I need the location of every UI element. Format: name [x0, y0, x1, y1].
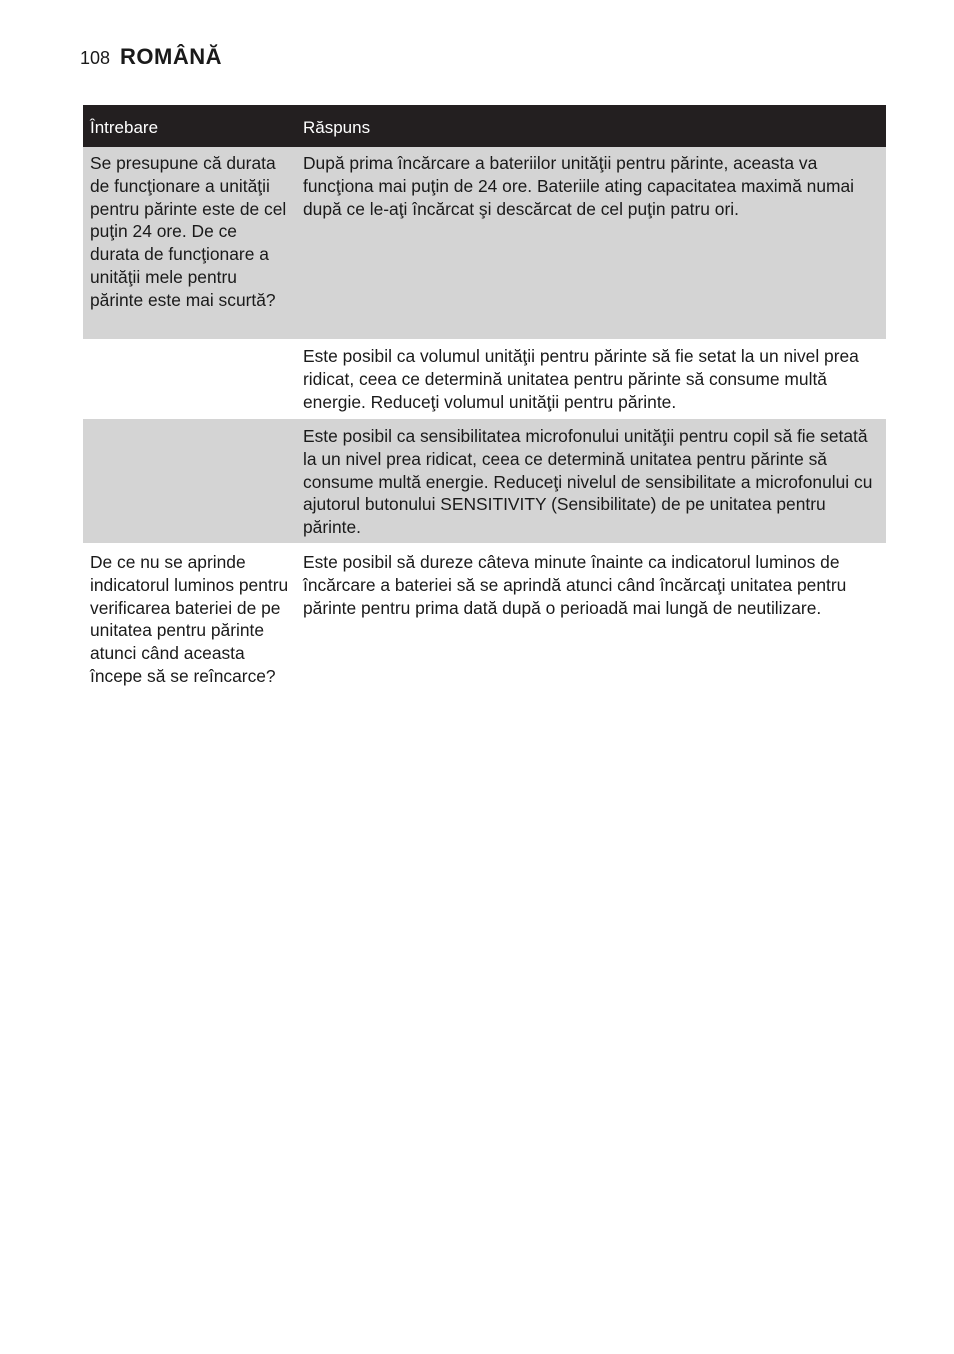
table-header-row — [83, 105, 886, 147]
page-language-title: ROMÂNĂ — [120, 44, 223, 69]
answer-cell: Este posibil să dureze câteva minute înainte ca indicatorul luminos de încărcare a bateriei să se aprindă atunci când încărcaţi unitatea pentru părinte pentru prima dată după o perioadă mai lungă de neutilizare. — [303, 552, 847, 618]
table-row — [83, 419, 886, 543]
troubleshooting-table — [83, 105, 886, 715]
table-row — [83, 147, 886, 339]
column-header-answer: Răspuns — [303, 117, 371, 137]
question-cell: De ce nu se aprinde indicatorul luminos pentru verificarea bateriei de pe unitatea pentru părinte atunci când aceasta începe să se reîncarce? — [90, 552, 289, 686]
question-cell — [83, 339, 295, 419]
table-row — [83, 545, 886, 715]
question-cell — [83, 419, 295, 543]
page-header — [80, 44, 222, 70]
answer-cell: Este posibil ca volumul unităţii pentru părinte să fie setat la un nivel prea ridicat, ceea ce determină unitatea pentru părinte să consume multă energie. Reduceţi volumul unităţii pentru părinte. — [303, 346, 859, 412]
question-cell: Se presupune că durata de funcţionare a unităţii pentru părinte este de cel puţin 24 ore. De ce durata de funcţionare a unităţii mele pentru părinte este mai scurtă? — [90, 153, 287, 310]
table-row — [83, 339, 886, 419]
answer-cell: După prima încărcare a bateriilor unităţii pentru părinte, aceasta va funcţiona mai puţin de 24 ore. Bateriile ating capacitatea maximă numai după ce le-aţi încărcat şi descărcat de cel puţin patru ori. — [303, 153, 855, 219]
column-header-question: Întrebare — [90, 117, 159, 137]
answer-cell: Este posibil ca sensibilitatea microfonului unităţii pentru copil să fie setată la un nivel prea ridicat, ceea ce determină unitatea pentru părinte să consume multă energie. Reduceţi nivelul de sensibilitate a microfonului cu ajutorul butonului SENSITIVITY (Sensibilitate) de pe unitatea pentru părinte. — [303, 426, 873, 538]
page-number: 108 — [80, 48, 111, 68]
